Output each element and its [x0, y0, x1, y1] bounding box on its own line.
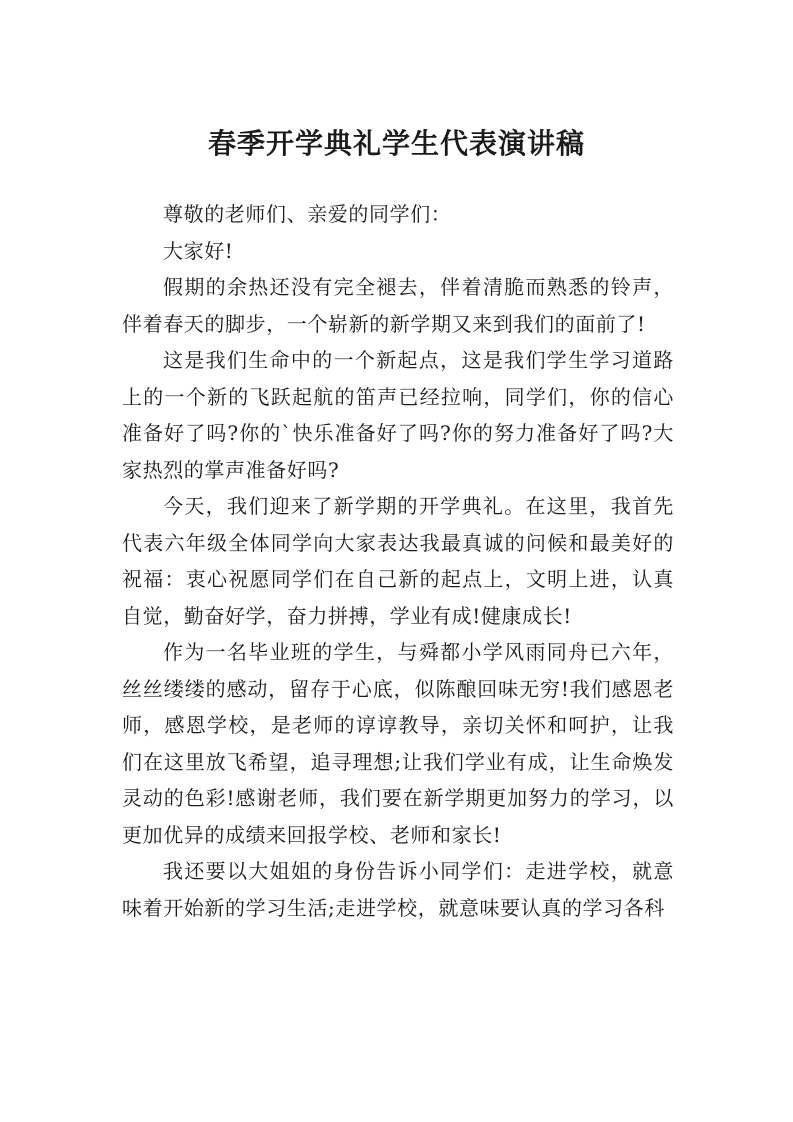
body-paragraph: 作为一名毕业班的学生，与舜都小学风雨同舟已六年，丝丝缕缕的感动，留存于心底，似陈酿回味无穷!我们感恩老师，感恩学校，是老师的谆谆教导，亲切关怀和呵护，让我们在这里放飞希望，追寻理想;让我们学业有成，让生命焕发灵动的色彩!感谢老师，我们要在新学期更加努力的学习，以更加优异的成绩来回报学校、老师和家长! — [122, 640, 674, 847]
document-body — [122, 196, 674, 926]
salutation-paragraph: 尊敬的老师们、亲爱的同学们： — [163, 202, 452, 226]
document-title: 春季开学典礼学生代表演讲稿 — [207, 127, 585, 160]
body-paragraph: 今天，我们迎来了新学期的开学典礼。在这里，我首先代表六年级全体同学向大家表达我最真诚的问候和最美好的祝福：衷心祝愿同学们在自己新的起点上，文明上进，认真自觉，勤奋好学，奋力拼搏，学业有成!健康成长! — [122, 494, 674, 628]
body-paragraph: 假期的余热还没有完全褪去，伴着清脆而熟悉的铃声，伴着春天的脚步，一个崭新的新学期又来到我们的面前了! — [122, 275, 674, 336]
greeting-paragraph: 大家好! — [163, 238, 234, 263]
body-paragraph: 这是我们生命中的一个新起点，这是我们学生学习道路上的一个新的飞跃起航的笛声已经拉响，同学们，你的信心准备好了吗?你的`快乐准备好了吗?你的努力准备好了吗?大家热烈的掌声准备好吗? — [122, 348, 674, 482]
body-paragraph: 我还要以大姐姐的身份告诉小同学们：走进学校，就意味着开始新的学习生活;走进学校，就意味要认真的学习各科 — [122, 859, 674, 920]
